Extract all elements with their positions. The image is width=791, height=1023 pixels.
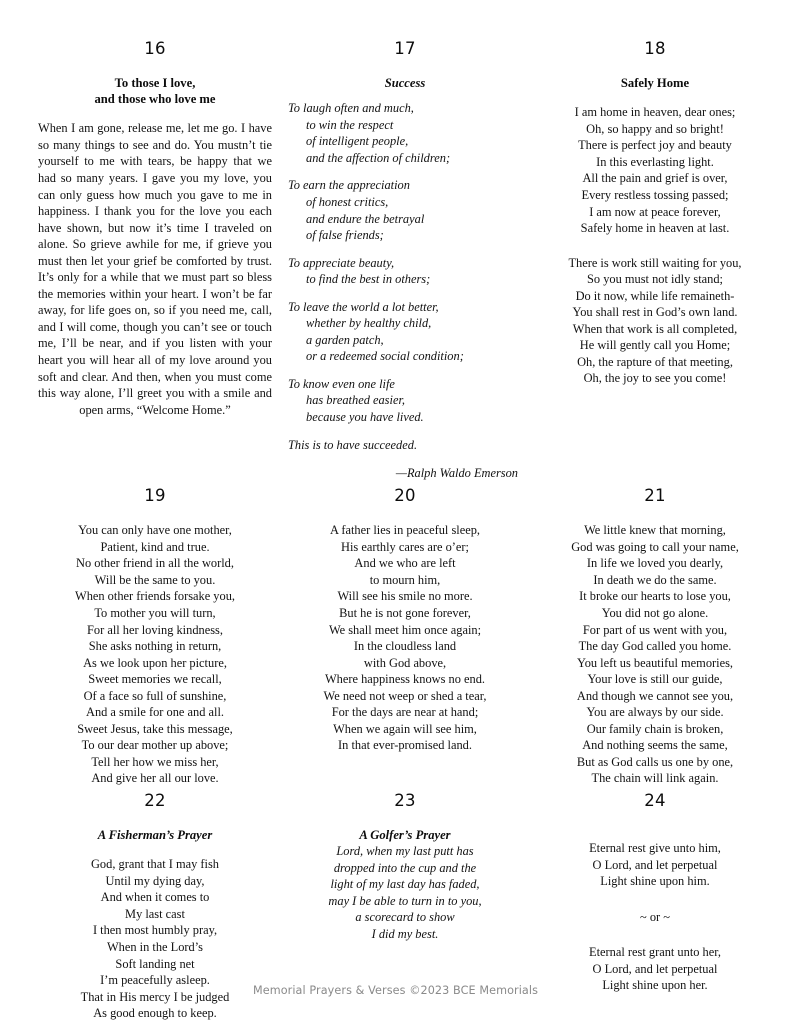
verse-line: Until my dying day,	[105, 873, 205, 888]
verse-line: of false friends;	[306, 228, 384, 243]
verse-line: Oh, so happy and so bright!	[586, 121, 724, 136]
poem-23	[280, 792, 530, 943]
verse-line: of intelligent people,	[306, 134, 409, 149]
verse-line: O Lord, and let perpetual	[592, 961, 718, 976]
verse-line: a scorecard to show	[355, 910, 455, 925]
verse-line: You left us beautiful memories,	[576, 655, 733, 670]
poem-grid	[0, 40, 791, 1022]
verse-line: whether by healthy child,	[306, 316, 432, 331]
verse-line: to mourn him,	[369, 572, 441, 587]
verse-line: O Lord, and let perpetual	[592, 857, 718, 872]
verse-line: Sweet memories we recall,	[88, 672, 222, 687]
verse-line: To our dear mother up above;	[81, 738, 229, 753]
verse-line: There is work still waiting for you,	[568, 255, 742, 270]
stanza	[288, 843, 522, 942]
verse-line: We shall meet him once again;	[328, 622, 482, 637]
stanza	[288, 376, 522, 426]
stanza	[538, 840, 772, 890]
spacer	[288, 58, 522, 75]
verse-line: Our family chain is broken,	[586, 721, 724, 736]
poem-number-17: 17	[394, 39, 416, 58]
poem-divider-or	[538, 909, 772, 926]
poem-title-17: Success	[384, 76, 426, 91]
verse-line: to find the best in others;	[306, 272, 431, 287]
spacer	[38, 843, 272, 856]
verse-line: So you must not idly stand;	[587, 272, 723, 287]
poem-body-24	[538, 840, 772, 994]
verse-line: of honest critics,	[306, 194, 389, 209]
verse-line: Tell her how we miss her,	[91, 754, 219, 769]
verse-line: a garden patch,	[306, 332, 384, 347]
verse-line: She asks nothing in return,	[88, 639, 222, 654]
spacer	[538, 810, 772, 827]
spacer	[538, 91, 772, 104]
poem-18	[530, 40, 780, 387]
stanza	[538, 522, 772, 787]
verse-line: Will see his smile no more.	[337, 589, 473, 604]
stanza	[288, 522, 522, 754]
verse-line: And though we cannot see you,	[576, 688, 734, 703]
verse-line: His earthly cares are o’er;	[341, 539, 469, 554]
verse-line: And give her all our love.	[91, 771, 219, 786]
verse-line: But he is not gone forever,	[339, 605, 471, 620]
verse-line: To laugh often and much,	[288, 101, 414, 116]
verse-line: For all her loving kindness,	[87, 622, 223, 637]
poem-number-21: 21	[644, 486, 666, 506]
verse-line: You shall rest in God’s own land.	[572, 305, 738, 320]
poem-number-19: 19	[144, 486, 166, 506]
divider-text: ~ or ~	[640, 909, 670, 924]
verse-line: Of a face so full of sunshine,	[83, 688, 227, 703]
verse-line: Eternal rest give unto him,	[589, 841, 721, 856]
poem-body-18	[538, 104, 772, 387]
poem-title-16	[38, 75, 272, 107]
poem-16	[30, 40, 280, 418]
verse-line: dropped into the cup and the	[333, 860, 477, 875]
verse-line: When that work is all completed,	[572, 321, 738, 336]
poem-row-1	[0, 40, 791, 481]
spacer	[538, 58, 772, 75]
verse-line: And we who are left	[354, 556, 456, 571]
verse-line: To appreciate beauty,	[288, 255, 395, 270]
verse-line: with God above,	[363, 655, 447, 670]
verse-line: All the pain and grief is over,	[582, 171, 728, 186]
verse-line: To mother you will turn,	[94, 605, 216, 620]
verse-line: Sweet Jesus, take this message,	[77, 721, 233, 736]
verse-line: As good enough to keep.	[93, 1006, 217, 1021]
verse-line: to win the respect	[306, 117, 394, 132]
verse-line: Light shine upon her.	[602, 978, 708, 993]
verse-line: No other friend in all the world,	[76, 556, 234, 571]
poem-body-17	[288, 100, 522, 453]
verse-line: I am home in heaven, dear ones;	[574, 105, 736, 120]
verse-line: The chain will link again.	[591, 771, 719, 786]
verse-line: Eternal rest grant unto her,	[589, 945, 721, 960]
verse-line: I did my best.	[371, 926, 439, 941]
stanza	[538, 104, 772, 236]
verse-line: Light shine upon him.	[600, 874, 710, 889]
verse-line: In that ever-promised land.	[338, 738, 472, 753]
poem-title-line-1: To those I love,	[114, 76, 196, 91]
verse-line: Oh, the joy to see you come!	[583, 371, 727, 386]
poem-number-20: 20	[394, 486, 416, 506]
spacer	[288, 810, 522, 827]
verse-line: My last cast	[125, 906, 185, 921]
verse-line: And a smile for one and all.	[86, 705, 224, 720]
poem-number-16: 16	[144, 39, 166, 58]
verse-line: Where happiness knows no end.	[324, 672, 485, 687]
verse-line: Safely home in heaven at last.	[580, 221, 730, 236]
verse-line: Patient, kind and true.	[100, 539, 210, 554]
verse-line: He will gently call you Home;	[579, 338, 731, 353]
spacer	[38, 810, 272, 827]
verse-line: Will be the same to you.	[94, 572, 216, 587]
verse-line: For part of us went with you,	[582, 622, 728, 637]
page-footer: Memorial Prayers & Verses ©2023 BCE Memorials	[252, 984, 539, 997]
verse-line: And nothing seems the same,	[582, 738, 728, 753]
poem-body-19	[38, 522, 272, 787]
poem-title-18: Safely Home	[620, 76, 690, 91]
poem-title-line-2: and those who love me	[94, 92, 216, 107]
spacer	[38, 505, 272, 522]
verse-line: We little knew that morning,	[584, 523, 726, 538]
poem-21	[530, 487, 780, 787]
stanza	[538, 255, 772, 387]
poem-body-21	[538, 522, 772, 787]
verse-line: That in His mercy I be judged	[80, 989, 230, 1004]
poem-number-22: 22	[144, 790, 166, 810]
verse-line: For the days are near at hand;	[331, 705, 479, 720]
poem-body-23	[288, 843, 522, 942]
verse-line: and the affection of children;	[306, 150, 451, 165]
verse-line: In life we loved you dearly,	[586, 556, 724, 571]
verse-line: In this everlasting light.	[596, 154, 714, 169]
verse-line: A father lies in peaceful sleep,	[330, 523, 480, 538]
verse-line: I’m peacefully asleep.	[100, 973, 210, 988]
verse-line: Every restless tossing passed;	[581, 187, 729, 202]
poem-number-24: 24	[644, 790, 666, 810]
verse-line: There is perfect joy and beauty	[578, 138, 732, 153]
poem-title-23: A Golfer’s Prayer	[359, 828, 451, 843]
spacer	[538, 827, 772, 840]
spacer	[38, 58, 272, 75]
verse-line: When other friends forsake you,	[75, 589, 235, 604]
poem-19	[30, 487, 280, 787]
verse-line: God was going to call your name,	[571, 539, 739, 554]
verse-line: because you have lived.	[306, 410, 424, 424]
verse-line: Your love is still our guide,	[587, 672, 723, 687]
verse-line: Lord, when my last putt has	[336, 844, 474, 859]
spacer	[288, 91, 522, 100]
verse-line: I am now at peace forever,	[589, 204, 721, 219]
poem-body-16: When I am gone, release me, let me go. I have so many things to see and do. You mustn’t tie yourself to me with tears, be happy that we had so many years. I gave you my love, you can only guess how much you gave to me in happiness. I thank you for the love you each have shown, but now it’s time I traveled on alone. So grieve awhile for me, if grieve you must then let your grief be comforted by trust. It’s only for a while that we must part so bless the memories within your heart. I won’t be far away, for life goes on, so if you need me, call, and I will come, though you can’t see or touch me, I’ll be near, and if you listen with your heart you will hear all of my love around you soft and clear. And then, when you must come this way alone, I’ll greet you with a smile and open arms, “Welcome Home.”	[38, 121, 272, 417]
verse-line: You did not go alone.	[601, 605, 709, 620]
spacer	[288, 505, 522, 522]
verse-line: Oh, the rapture of that meeting,	[577, 354, 733, 369]
verse-line: This is to have succeeded.	[288, 437, 418, 452]
poem-20	[280, 487, 530, 754]
verse-line: In the cloudless land	[353, 639, 457, 654]
poem-number-23: 23	[394, 790, 416, 810]
verse-line: To earn the appreciation	[288, 178, 410, 193]
stanza	[288, 255, 522, 288]
verse-line: To know even one life	[288, 376, 395, 391]
poem-attribution-17: —Ralph Waldo Emerson	[395, 466, 518, 481]
verse-line: or a redeemed social condition;	[306, 349, 464, 364]
verse-line: You can only have one mother,	[78, 523, 232, 538]
verse-line: may I be able to turn in to you,	[328, 893, 482, 908]
verse-line: To leave the world a lot better,	[288, 299, 439, 314]
verse-line: The day God called you home.	[578, 639, 732, 654]
stanza	[288, 177, 522, 243]
poem-number-18: 18	[644, 39, 666, 58]
verse-line: God, grant that I may fish	[90, 857, 219, 872]
verse-line: I then most humbly pray,	[92, 923, 218, 938]
verse-line: has breathed easier,	[306, 393, 405, 408]
poem-body-20	[288, 522, 522, 754]
verse-line: It broke our hearts to lose you,	[579, 589, 731, 604]
verse-line: As we look upon her picture,	[83, 655, 227, 670]
verse-line: You are always by our side.	[586, 705, 724, 720]
verse-line: But as God calls us one by one,	[576, 754, 734, 769]
verse-line: and endure the betrayal	[306, 211, 425, 226]
verse-line: We need not weep or shed a tear,	[323, 688, 487, 703]
verse-line: Do it now, while life remaineth-	[575, 288, 735, 303]
poem-row-2	[0, 487, 791, 787]
verse-line: Soft landing net	[115, 956, 195, 971]
poem-title-22: A Fisherman’s Prayer	[97, 828, 213, 843]
poem-17	[280, 40, 530, 481]
verse-line: light of my last day has faded,	[330, 877, 480, 892]
spacer	[38, 107, 272, 120]
verse-line: When we again will see him,	[333, 721, 477, 736]
verse-line: In death we do the same.	[593, 572, 717, 587]
verse-line: And when it comes to	[100, 890, 210, 905]
stanza	[288, 299, 522, 365]
spacer	[538, 505, 772, 522]
verse-line: When in the Lord’s	[106, 939, 203, 954]
stanza	[288, 437, 522, 454]
stanza	[38, 522, 272, 787]
stanza	[288, 100, 522, 166]
poem-24	[530, 792, 780, 994]
